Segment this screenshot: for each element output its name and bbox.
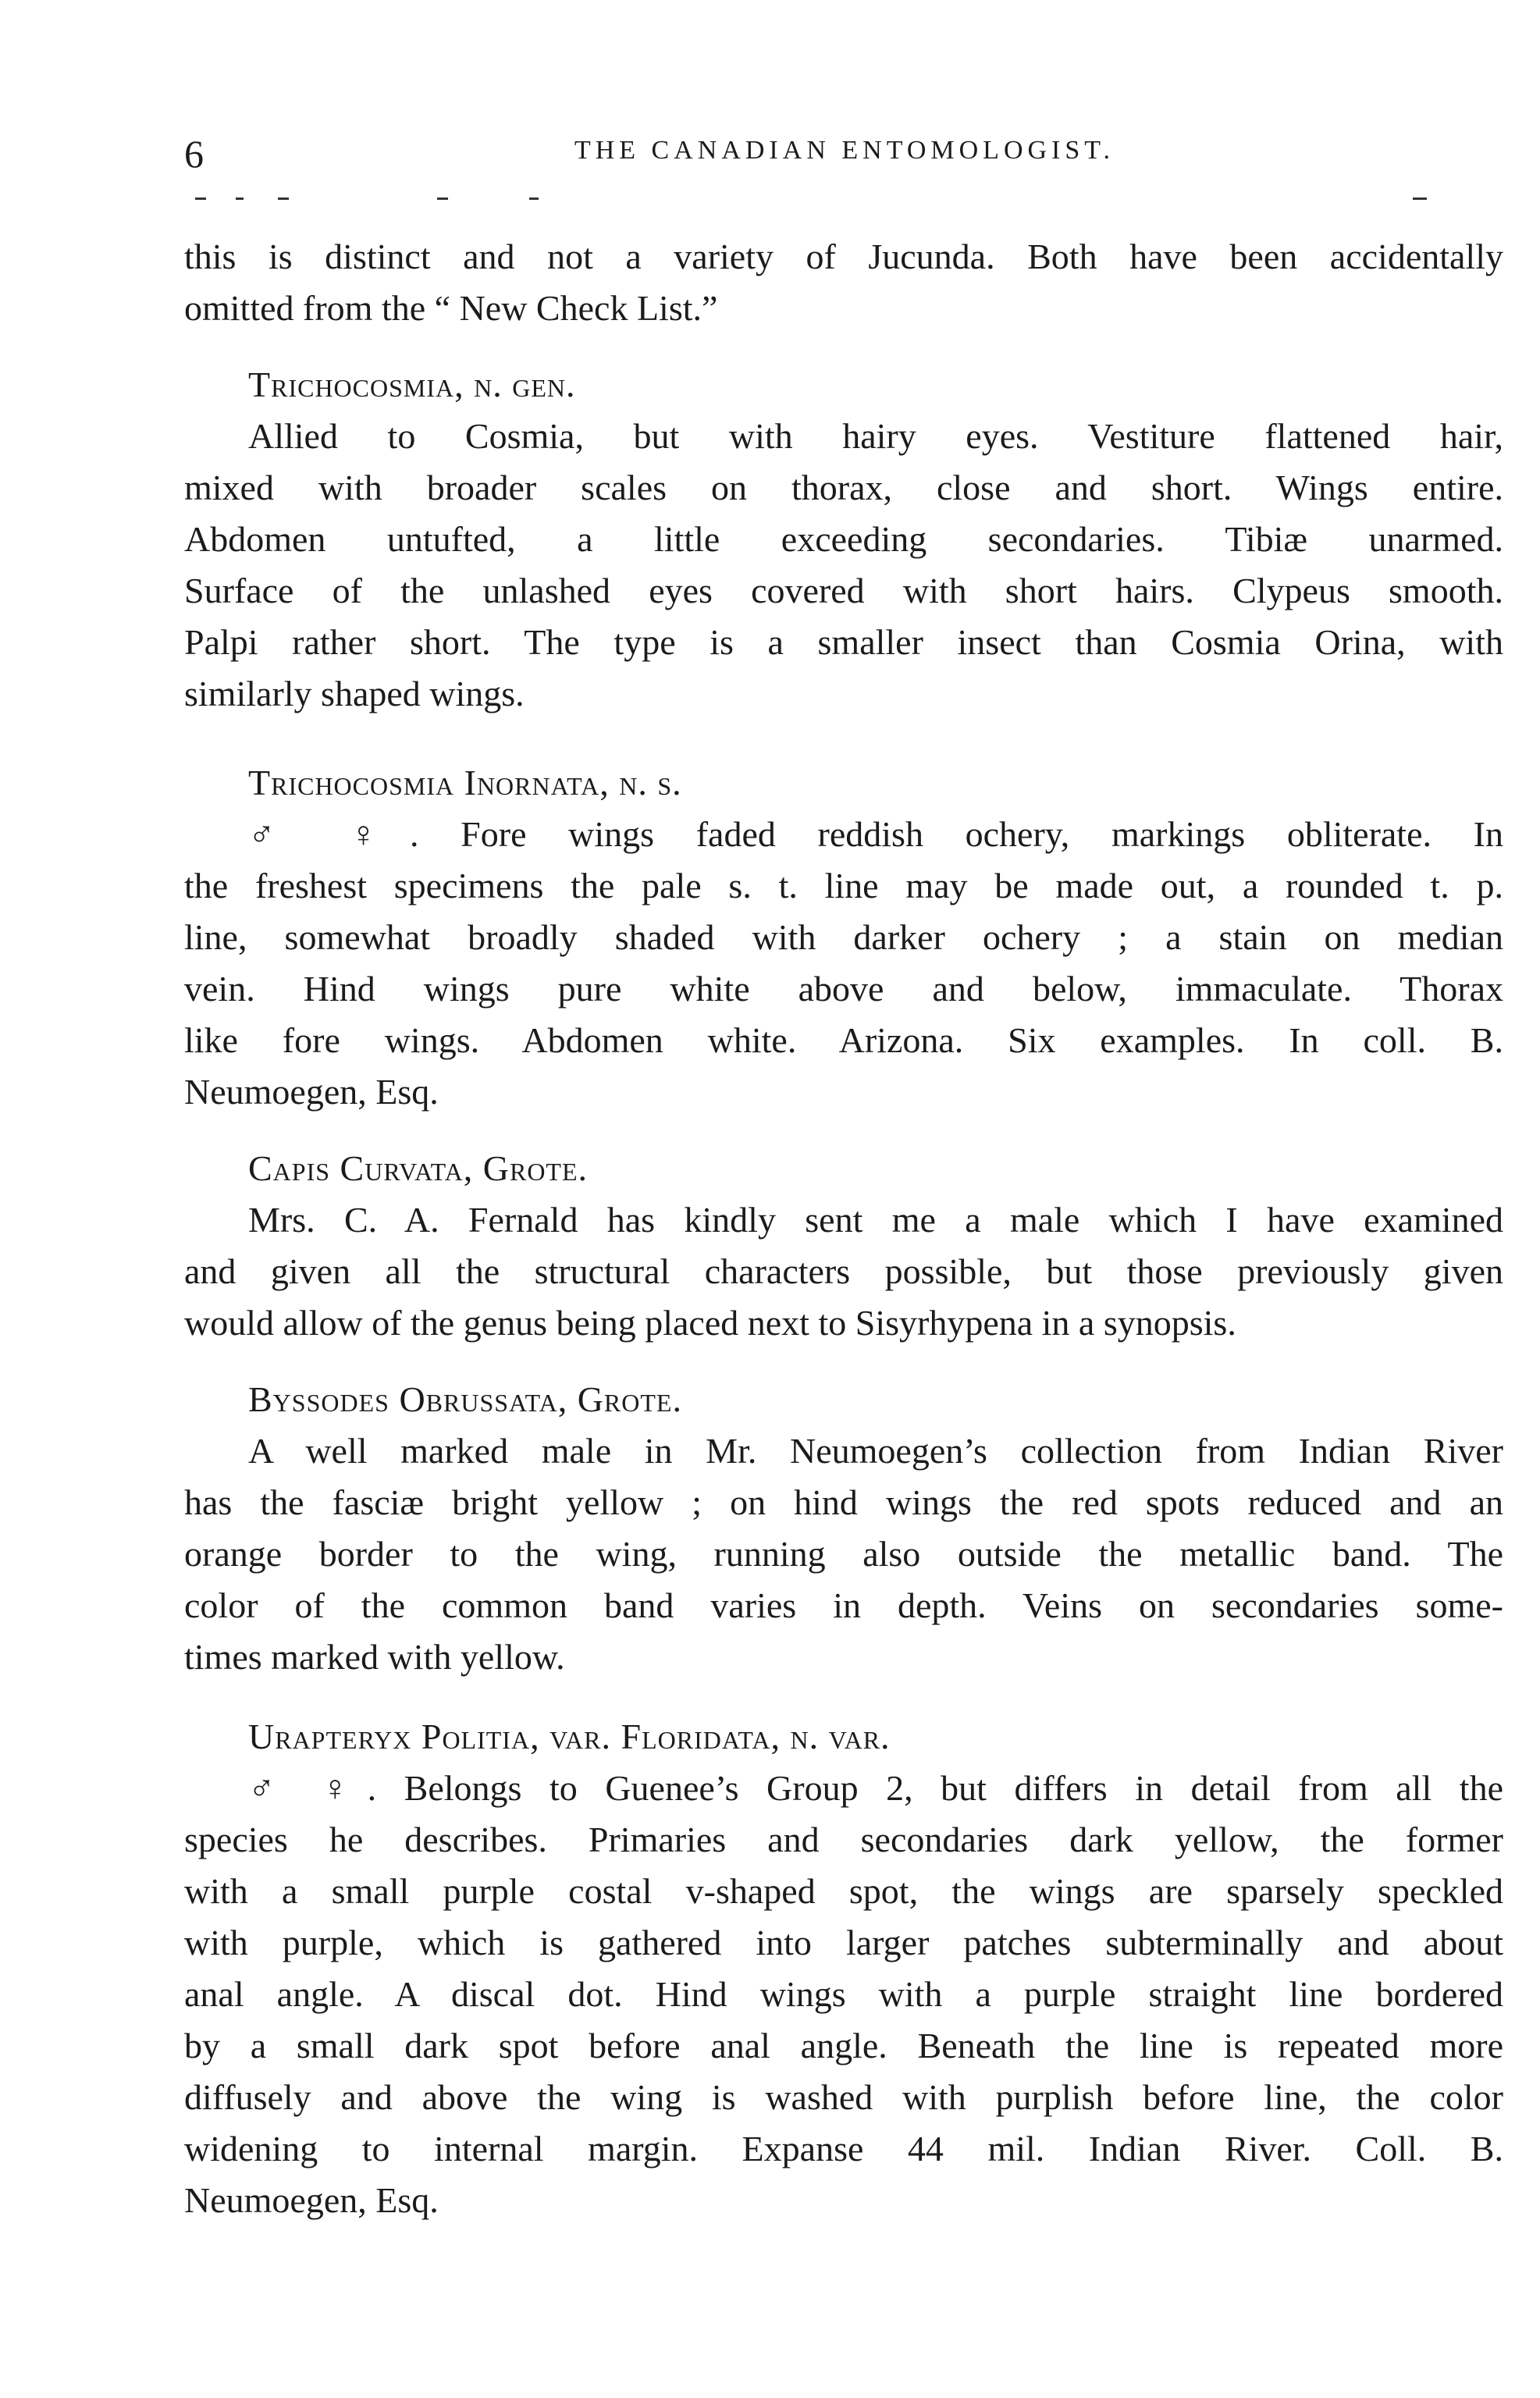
section-heading: Capis Curvata, Grote. [248,1148,589,1188]
section-heading: Trichocosmia, n. gen. [248,365,576,404]
page-header [184,131,1505,178]
paragraph [184,411,1503,720]
text-line: with a small purple costal v-shaped spot, the wings are sparsely speckled [184,1871,1503,1911]
page-number: 6 [184,132,204,176]
text-line: vein. Hind wings pure white above and below, immaculate. Thorax [184,969,1503,1009]
paragraph [184,809,1503,1118]
text-line: has the fasciæ bright yellow ; on hind wings the red spots reduced and an [184,1482,1503,1522]
text-line: this is distinct and not a variety of Jucunda. Both have been accidentally [184,237,1503,276]
text-line: widening to internal margin. Expanse 44 mil. Indian River. Coll. B. [184,2129,1503,2169]
rule-mark [1413,197,1427,200]
rule-mark [529,197,539,200]
text-line: A well marked male in Mr. Neumoegen’s collection from Indian River [248,1431,1503,1471]
text-line: would allow of the genus being placed next to Sisyrhypena in a synopsis. [184,1303,1236,1343]
text-line: color of the common band varies in depth. Veins on secondaries some- [184,1585,1503,1625]
section-heading: Byssodes Obrussata, Grote. [248,1379,682,1419]
rule-mark [195,197,206,200]
running-title: THE CANADIAN ENTOMOLOGIST. [574,136,1115,165]
text-line: species he describes. Primaries and secondaries dark yellow, the former [184,1820,1503,1859]
text-line: like fore wings. Abdomen white. Arizona. Six examples. In coll. B. [184,1020,1503,1060]
text-line: Mrs. C. A. Fernald has kindly sent me a male which I have examined [248,1200,1503,1240]
text-line: orange border to the wing, running also outside the metallic band. The [184,1534,1503,1574]
text-line: anal angle. A discal dot. Hind wings with a purple straight line bordered [184,1974,1503,2014]
text-line: ♂ ♀. Belongs to Guenee’s Group 2, but differs in detail from all the [248,1768,1503,1808]
text-line: Neumoegen, Esq. [184,2180,439,2220]
text-line: by a small dark spot before anal angle. Beneath the line is repeated more [184,2026,1503,2065]
text-line: Allied to Cosmia, but with hairy eyes. Vestiture flattened hair, [248,416,1503,456]
text-line: Surface of the unlashed eyes covered with short hairs. Clypeus smooth. [184,571,1503,610]
text-line: the freshest specimens the pale s. t. line may be made out, a rounded t. p. [184,866,1503,905]
rule-mark [236,197,244,200]
text-line: Palpi rather short. The type is a smaller insect than Cosmia Orina, with [184,622,1503,662]
text-line: Abdomen untufted, a little exceeding secondaries. Tibiæ unarmed. [184,519,1503,559]
text-line: similarly shaped wings. [184,674,525,713]
rule-mark [437,197,448,200]
text-line: mixed with broader scales on thorax, close and short. Wings entire. [184,468,1503,507]
text-line: omitted from the “ New Check List.” [184,288,718,328]
rule-mark [278,197,289,200]
text-line: ♂ ♀. Fore wings faded reddish ochery, markings obliterate. In [248,814,1503,854]
text-line: diffusely and above the wing is washed with purplish before line, the color [184,2077,1503,2117]
text-line: Neumoegen, Esq. [184,1072,439,1112]
paragraph [184,1425,1503,1683]
text-line: and given all the structural characters possible, but those previously given [184,1251,1503,1291]
paragraph [184,1763,1503,2226]
text-line: with purple, which is gathered into larger patches subterminally and about [184,1923,1503,1962]
section-heading: Trichocosmia Inornata, n. s. [248,763,682,802]
paragraph [184,231,1503,334]
section-heading: Urapteryx Politia, var. Floridata, n. var. [248,1717,891,1756]
text-line: line, somewhat broadly shaded with darker ochery ; a stain on median [184,917,1503,957]
paragraph [184,1194,1503,1349]
text-line: times marked with yellow. [184,1637,565,1677]
